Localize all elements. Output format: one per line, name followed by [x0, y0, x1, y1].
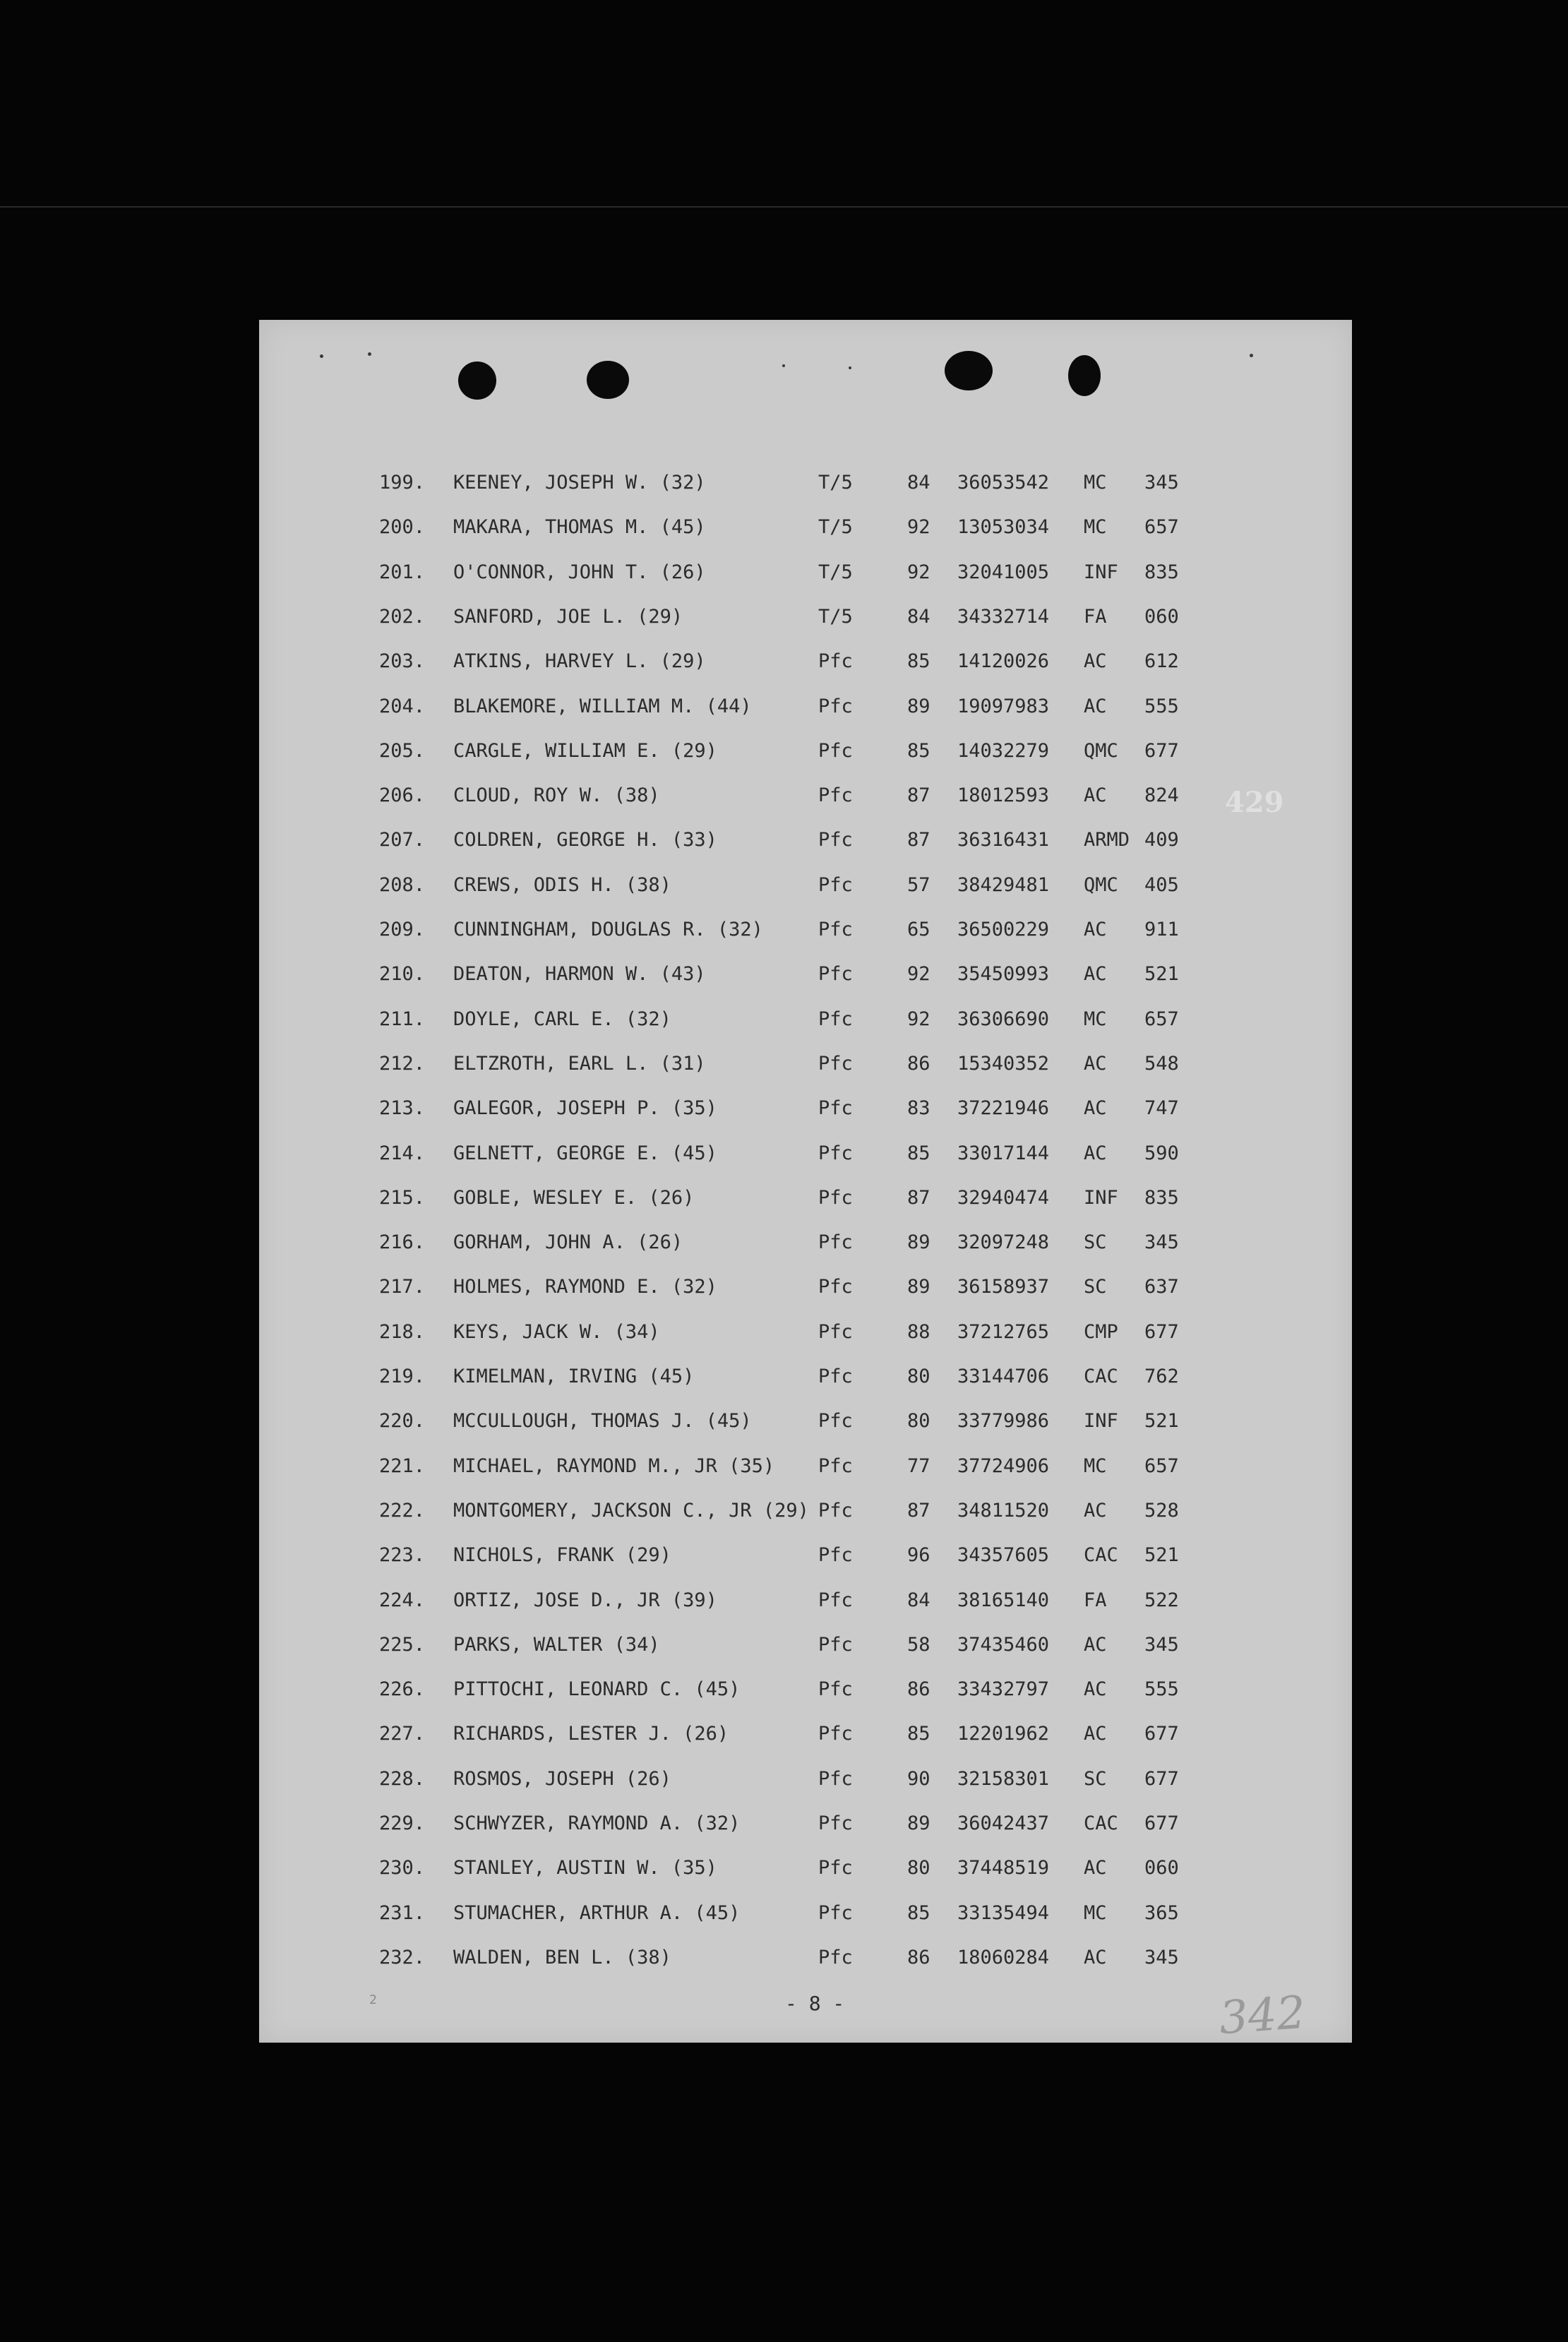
serial-number: 33779986 [957, 1410, 1050, 1433]
soldier-name: KIMELMAN, IRVING (45) [453, 1366, 695, 1387]
rank: Pfc [818, 1723, 853, 1745]
roster-row [259, 1050, 1352, 1078]
soldier-name: SCHWYZER, RAYMOND A. (32) [453, 1812, 741, 1834]
branch: AC [1084, 650, 1107, 673]
score: 57 [907, 873, 930, 896]
score: 87 [907, 1186, 930, 1209]
roster-row [259, 1810, 1352, 1838]
roster-row [259, 1140, 1352, 1168]
row-number: 210. [379, 963, 426, 986]
rank: Pfc [818, 1901, 853, 1924]
code: 409 [1144, 829, 1179, 852]
roster-row [259, 1720, 1352, 1748]
rank: Pfc [818, 1499, 853, 1522]
code: 345 [1144, 1231, 1179, 1254]
code: 528 [1144, 1499, 1179, 1522]
code: 521 [1144, 1410, 1179, 1433]
roster-row [259, 1229, 1352, 1257]
serial-number: 36306690 [957, 1008, 1050, 1030]
score: 80 [907, 1857, 930, 1880]
soldier-name: STANLEY, AUSTIN W. (35) [453, 1857, 717, 1880]
roster-row [259, 558, 1352, 587]
roster-row [259, 960, 1352, 988]
roster-row [259, 1631, 1352, 1659]
row-number: 229. [379, 1812, 426, 1834]
score: 80 [907, 1410, 930, 1433]
serial-number: 15340352 [957, 1052, 1050, 1075]
score: 87 [907, 1499, 930, 1522]
branch: AC [1084, 1499, 1107, 1522]
score: 80 [907, 1366, 930, 1387]
branch: INF [1084, 1410, 1118, 1433]
code: 835 [1144, 1186, 1179, 1209]
score: 85 [907, 1901, 930, 1924]
code: 824 [1144, 784, 1179, 807]
code: 521 [1144, 963, 1179, 986]
branch: MC [1084, 472, 1107, 494]
serial-number: 37448519 [957, 1857, 1050, 1880]
soldier-name: STUMACHER, ARTHUR A. (45) [453, 1901, 741, 1924]
roster-row [259, 737, 1352, 765]
code: 590 [1144, 1142, 1179, 1164]
branch: AC [1084, 1097, 1107, 1120]
branch: MC [1084, 1454, 1107, 1477]
serial-number: 36158937 [957, 1276, 1050, 1298]
branch: INF [1084, 561, 1118, 583]
code: 677 [1144, 739, 1179, 762]
row-number: 203. [379, 650, 426, 673]
row-number: 199. [379, 472, 426, 494]
score: 89 [907, 1812, 930, 1834]
soldier-name: MICHAEL, RAYMOND M., JR (35) [453, 1454, 775, 1477]
soldier-name: CUNNINGHAM, DOUGLAS R. (32) [453, 919, 763, 940]
code: 677 [1144, 1320, 1179, 1343]
soldier-name: CARGLE, WILLIAM E. (29) [453, 739, 717, 762]
soldier-name: SANFORD, JOE L. (29) [453, 605, 683, 628]
code: 345 [1144, 1946, 1179, 1968]
branch: CAC [1084, 1544, 1118, 1567]
row-number: 206. [379, 784, 426, 807]
rank: Pfc [818, 784, 853, 807]
rank: Pfc [818, 1052, 853, 1075]
code: 365 [1144, 1901, 1179, 1924]
rank: Pfc [818, 963, 853, 986]
score: 92 [907, 1008, 930, 1030]
serial-number: 37724906 [957, 1454, 1050, 1477]
roster-row [259, 603, 1352, 631]
page-number: - 8 - [785, 1992, 845, 2015]
corner-mark: 2 [369, 1993, 377, 2007]
branch: AC [1084, 919, 1107, 940]
roster-row [259, 1899, 1352, 1928]
row-number: 208. [379, 873, 426, 896]
score: 96 [907, 1544, 930, 1567]
soldier-name: PARKS, WALTER (34) [453, 1633, 660, 1656]
roster-row [259, 1541, 1352, 1570]
serial-number: 34357605 [957, 1544, 1050, 1567]
serial-number: 38429481 [957, 873, 1050, 896]
roster-row [259, 513, 1352, 542]
serial-number: 33144706 [957, 1366, 1050, 1387]
branch: AC [1084, 1946, 1107, 1968]
roster-row [259, 1944, 1352, 1972]
branch: CMP [1084, 1320, 1118, 1343]
score: 86 [907, 1946, 930, 1968]
branch: CAC [1084, 1812, 1118, 1834]
rank: Pfc [818, 1366, 853, 1387]
rank: Pfc [818, 1276, 853, 1298]
rank: Pfc [818, 873, 853, 896]
serial-number: 14120026 [957, 650, 1050, 673]
soldier-name: DOYLE, CARL E. (32) [453, 1008, 671, 1030]
branch: AC [1084, 1633, 1107, 1656]
roster-row [259, 1452, 1352, 1481]
serial-number: 32158301 [957, 1767, 1050, 1790]
branch: INF [1084, 1186, 1118, 1209]
rank: Pfc [818, 829, 853, 852]
soldier-name: HOLMES, RAYMOND E. (32) [453, 1276, 717, 1298]
soldier-name: ELTZROTH, EARL L. (31) [453, 1052, 706, 1075]
scan-edge-line [0, 206, 1568, 208]
soldier-name: ROSMOS, JOSEPH (26) [453, 1767, 671, 1790]
serial-number: 34332714 [957, 605, 1050, 628]
row-number: 221. [379, 1454, 426, 1477]
serial-number: 36500229 [957, 919, 1050, 940]
serial-number: 33432797 [957, 1678, 1050, 1701]
branch: CAC [1084, 1366, 1118, 1387]
serial-number: 33135494 [957, 1901, 1050, 1924]
code: 657 [1144, 1008, 1179, 1030]
row-number: 226. [379, 1678, 426, 1701]
soldier-name: PITTOCHI, LEONARD C. (45) [453, 1678, 741, 1701]
roster-row [259, 1363, 1352, 1391]
code: 835 [1144, 561, 1179, 583]
soldier-name: BLAKEMORE, WILLIAM M. (44) [453, 695, 752, 717]
row-number: 207. [379, 829, 426, 852]
row-number: 216. [379, 1231, 426, 1254]
roster-row [259, 469, 1352, 497]
code: 555 [1144, 1678, 1179, 1701]
rank: Pfc [818, 1410, 853, 1433]
serial-number: 19097983 [957, 695, 1050, 717]
rank: Pfc [818, 1186, 853, 1209]
branch: AC [1084, 1857, 1107, 1880]
score: 90 [907, 1767, 930, 1790]
score: 86 [907, 1052, 930, 1075]
soldier-name: RICHARDS, LESTER J. (26) [453, 1723, 729, 1745]
soldier-name: ATKINS, HARVEY L. (29) [453, 650, 706, 673]
soldier-name: KEENEY, JOSEPH W. (32) [453, 472, 706, 494]
rank: Pfc [818, 1678, 853, 1701]
score: 84 [907, 605, 930, 628]
serial-number: 18060284 [957, 1946, 1050, 1968]
document-page [259, 320, 1352, 2043]
soldier-name: DEATON, HARMON W. (43) [453, 963, 706, 986]
row-number: 227. [379, 1723, 426, 1745]
rank: Pfc [818, 739, 853, 762]
score: 85 [907, 650, 930, 673]
rank: Pfc [818, 1454, 853, 1477]
code: 555 [1144, 695, 1179, 717]
branch: AC [1084, 1052, 1107, 1075]
roster-row [259, 1854, 1352, 1882]
row-number: 215. [379, 1186, 426, 1209]
branch: AC [1084, 784, 1107, 807]
code: 345 [1144, 472, 1179, 494]
rank: Pfc [818, 1946, 853, 1968]
roster-row [259, 1184, 1352, 1212]
roster-row [259, 826, 1352, 854]
score: 85 [907, 739, 930, 762]
row-number: 218. [379, 1320, 426, 1343]
soldier-name: MCCULLOUGH, THOMAS J. (45) [453, 1410, 752, 1433]
score: 92 [907, 516, 930, 539]
code: 548 [1144, 1052, 1179, 1075]
code: 747 [1144, 1097, 1179, 1120]
rank: T/5 [818, 472, 853, 494]
row-number: 231. [379, 1901, 426, 1924]
rank: Pfc [818, 1857, 853, 1880]
row-number: 202. [379, 605, 426, 628]
serial-number: 34811520 [957, 1499, 1050, 1522]
roster-row [259, 693, 1352, 721]
branch: MC [1084, 1008, 1107, 1030]
serial-number: 12201962 [957, 1723, 1050, 1745]
rank: T/5 [818, 516, 853, 539]
code: 657 [1144, 516, 1179, 539]
score: 58 [907, 1633, 930, 1656]
branch: FA [1084, 605, 1107, 628]
row-number: 205. [379, 739, 426, 762]
score: 87 [907, 829, 930, 852]
row-number: 230. [379, 1857, 426, 1880]
branch: SC [1084, 1231, 1107, 1254]
score: 85 [907, 1723, 930, 1745]
row-number: 220. [379, 1410, 426, 1433]
soldier-name: GORHAM, JOHN A. (26) [453, 1231, 683, 1254]
row-number: 214. [379, 1142, 426, 1164]
side-stamp-number: 429 [1225, 786, 1284, 819]
rank: Pfc [818, 1544, 853, 1567]
score: 89 [907, 695, 930, 717]
rank: Pfc [818, 1767, 853, 1790]
soldier-name: CREWS, ODIS H. (38) [453, 873, 671, 896]
branch: AC [1084, 695, 1107, 717]
branch: SC [1084, 1767, 1107, 1790]
serial-number: 18012593 [957, 784, 1050, 807]
row-number: 204. [379, 695, 426, 717]
serial-number: 36042437 [957, 1812, 1050, 1834]
row-number: 222. [379, 1499, 426, 1522]
code: 612 [1144, 650, 1179, 673]
soldier-name: GELNETT, GEORGE E. (45) [453, 1142, 717, 1164]
soldier-name: GALEGOR, JOSEPH P. (35) [453, 1097, 717, 1120]
soldier-name: GOBLE, WESLEY E. (26) [453, 1186, 695, 1209]
code: 637 [1144, 1276, 1179, 1298]
roster-row [259, 782, 1352, 810]
code: 060 [1144, 1857, 1179, 1880]
code: 677 [1144, 1767, 1179, 1790]
rank: Pfc [818, 1231, 853, 1254]
roster-row [259, 1094, 1352, 1123]
soldier-name: ORTIZ, JOSE D., JR (39) [453, 1589, 717, 1611]
roster-row [259, 1497, 1352, 1525]
score: 92 [907, 561, 930, 583]
roster-row [259, 871, 1352, 900]
score: 89 [907, 1276, 930, 1298]
code: 060 [1144, 605, 1179, 628]
soldier-name: CLOUD, ROY W. (38) [453, 784, 660, 807]
serial-number: 32940474 [957, 1186, 1050, 1209]
rank: Pfc [818, 1812, 853, 1834]
score: 84 [907, 472, 930, 494]
code: 677 [1144, 1723, 1179, 1745]
row-number: 213. [379, 1097, 426, 1120]
rank: Pfc [818, 1008, 853, 1030]
rank: T/5 [818, 605, 853, 628]
serial-number: 37212765 [957, 1320, 1050, 1343]
rank: Pfc [818, 1320, 853, 1343]
branch: FA [1084, 1589, 1107, 1611]
roster-row [259, 916, 1352, 944]
serial-number: 37435460 [957, 1633, 1050, 1656]
code: 677 [1144, 1812, 1179, 1834]
rank: T/5 [818, 561, 853, 583]
row-number: 225. [379, 1633, 426, 1656]
code: 657 [1144, 1454, 1179, 1477]
branch: ARMD [1084, 829, 1130, 852]
score: 65 [907, 919, 930, 940]
soldier-name: NICHOLS, FRANK (29) [453, 1544, 671, 1567]
roster-row [259, 1407, 1352, 1435]
handwritten-folio-number: 342 [1217, 1986, 1307, 2045]
score: 88 [907, 1320, 930, 1343]
score: 92 [907, 963, 930, 986]
row-number: 201. [379, 561, 426, 583]
rank: Pfc [818, 650, 853, 673]
row-number: 217. [379, 1276, 426, 1298]
score: 86 [907, 1678, 930, 1701]
branch: AC [1084, 963, 1107, 986]
score: 77 [907, 1454, 930, 1477]
serial-number: 14032279 [957, 739, 1050, 762]
soldier-name: WALDEN, BEN L. (38) [453, 1946, 671, 1968]
branch: QMC [1084, 739, 1118, 762]
serial-number: 33017144 [957, 1142, 1050, 1164]
branch: MC [1084, 516, 1107, 539]
rank: Pfc [818, 1142, 853, 1164]
rank: Pfc [818, 1589, 853, 1611]
branch: QMC [1084, 873, 1118, 896]
roster-row [259, 1587, 1352, 1615]
code: 911 [1144, 919, 1179, 940]
branch: AC [1084, 1142, 1107, 1164]
roster-list [259, 320, 1352, 2043]
soldier-name: COLDREN, GEORGE H. (33) [453, 829, 717, 852]
rank: Pfc [818, 695, 853, 717]
soldier-name: KEYS, JACK W. (34) [453, 1320, 660, 1343]
branch: AC [1084, 1678, 1107, 1701]
branch: SC [1084, 1276, 1107, 1298]
rank: Pfc [818, 1097, 853, 1120]
row-number: 211. [379, 1008, 426, 1030]
serial-number: 38165140 [957, 1589, 1050, 1611]
score: 85 [907, 1142, 930, 1164]
serial-number: 35450993 [957, 963, 1050, 986]
soldier-name: O'CONNOR, JOHN T. (26) [453, 561, 706, 583]
code: 405 [1144, 873, 1179, 896]
row-number: 209. [379, 919, 426, 940]
soldier-name: MONTGOMERY, JACKSON C., JR (29) [453, 1499, 809, 1522]
code: 345 [1144, 1633, 1179, 1656]
roster-row [259, 1005, 1352, 1034]
serial-number: 37221946 [957, 1097, 1050, 1120]
roster-row [259, 1318, 1352, 1346]
serial-number: 36316431 [957, 829, 1050, 852]
score: 87 [907, 784, 930, 807]
row-number: 232. [379, 1946, 426, 1968]
row-number: 223. [379, 1544, 426, 1567]
serial-number: 13053034 [957, 516, 1050, 539]
branch: AC [1084, 1723, 1107, 1745]
row-number: 212. [379, 1052, 426, 1075]
soldier-name: MAKARA, THOMAS M. (45) [453, 516, 706, 539]
serial-number: 32097248 [957, 1231, 1050, 1254]
score: 83 [907, 1097, 930, 1120]
serial-number: 36053542 [957, 472, 1050, 494]
row-number: 219. [379, 1366, 426, 1387]
row-number: 200. [379, 516, 426, 539]
roster-row [259, 647, 1352, 676]
roster-row [259, 1273, 1352, 1301]
code: 522 [1144, 1589, 1179, 1611]
row-number: 228. [379, 1767, 426, 1790]
score: 89 [907, 1231, 930, 1254]
serial-number: 32041005 [957, 561, 1050, 583]
rank: Pfc [818, 919, 853, 940]
rank: Pfc [818, 1633, 853, 1656]
branch: MC [1084, 1901, 1107, 1924]
roster-row [259, 1765, 1352, 1793]
code: 521 [1144, 1544, 1179, 1567]
roster-row [259, 1675, 1352, 1704]
code: 762 [1144, 1366, 1179, 1387]
row-number: 224. [379, 1589, 426, 1611]
score: 84 [907, 1589, 930, 1611]
